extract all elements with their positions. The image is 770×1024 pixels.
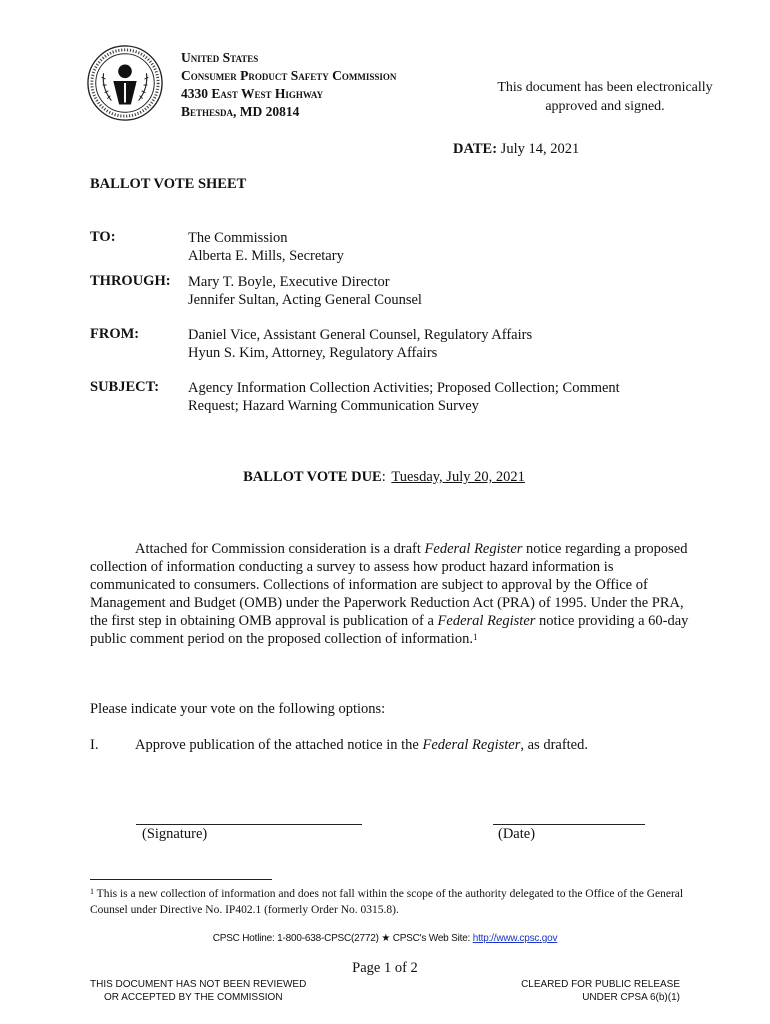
footnote-reference: 1 [472, 632, 478, 642]
footnote-text: This is a new collection of information and does not fall within the scope of the authority delegated to the Office of the General Counsel under Directive No. IP402.1 (formerly Order No. 0315.8). [90, 888, 684, 916]
option-number: I. [90, 737, 99, 753]
option-text-1: Approve publication of the attached notice in the [135, 737, 423, 753]
body-text-1: Attached for Commission consideration is a draft [135, 541, 425, 557]
body-paragraph [90, 540, 690, 648]
memo-date [453, 141, 579, 158]
ballot-due-value: Tuesday, July 20, 2021 [391, 469, 525, 485]
website-label: CPSC's Web Site: [390, 933, 473, 944]
star-icon: ★ [381, 933, 391, 944]
page-number: Page 1 of 2 [352, 960, 418, 976]
footnote-number: 1 [90, 887, 94, 896]
option-text-2: Federal Register [422, 737, 521, 753]
vote-instruction: Please indicate your vote on the following options: [90, 701, 386, 717]
from-line2: Hyun S. Kim, Attorney, Regulatory Affairs [188, 345, 438, 361]
cpsc-seal-logo [86, 44, 164, 122]
body-text-4: Federal Register [437, 613, 536, 629]
to-line2: Alberta E. Mills, Secretary [188, 248, 344, 264]
hotline-text: CPSC Hotline: 1-800-638-CPSC(2772) [212, 933, 382, 944]
subject-line1: Agency Information Collection Activities; Proposed Collection; Comment [188, 380, 620, 396]
esign-line2: approved and signed. [545, 99, 665, 114]
esign-line1: This document has been electronically [497, 80, 713, 95]
through-line2: Jennifer Sultan, Acting General Counsel [188, 292, 422, 308]
ballot-vote-due: BALLOT VOTE DUE: Tuesday, July 20, 2021 [243, 469, 525, 485]
agency-address-line1: 4330 East West Highway [181, 86, 324, 101]
agency-address-block [181, 49, 396, 121]
subject-label: SUBJECT: [90, 379, 160, 395]
body-text-2: Federal Register [424, 541, 523, 557]
ballot-due-label: BALLOT VOTE DUE [243, 469, 382, 485]
to-line1: The Commission [188, 230, 288, 246]
signature-line[interactable] [136, 824, 362, 825]
footnote-divider [90, 879, 272, 880]
date-value: July 14, 2021 [500, 141, 580, 157]
review-notice-line2: OR ACCEPTED BY THE COMMISSION [104, 992, 283, 1003]
to-label: TO: [90, 229, 116, 245]
review-notice [90, 978, 306, 1004]
website-link[interactable]: http://www.cpsc.gov [472, 933, 558, 944]
agency-name-line2: Consumer Product Safety Commission [181, 68, 397, 83]
body-text-3: notice regarding a proposed collection of information conducting a survey to assess how product hazard information is communicated to consumers. Collections of information are subject to approval by the Office of Management and Budget (OMB) under the Paperwork Reduction Act (PRA) of 1995. Under the PRA, the first step in obtaining OMB approval is publication of a [90, 541, 688, 629]
date-sign-label: (Date) [498, 826, 536, 842]
agency-address-line2: Bethesda, MD 20814 [181, 104, 300, 119]
body-text-5: notice providing a 60-day public comment period on the proposed collection of information. [90, 613, 689, 647]
document-title: BALLOT VOTE SHEET [90, 176, 247, 192]
subject-line2: Request; Hazard Warning Communication Survey [188, 398, 479, 414]
through-line1: Mary T. Boyle, Executive Director [188, 274, 390, 290]
from-line1: Daniel Vice, Assistant General Counsel, Regulatory Affairs [188, 327, 533, 343]
footnote [90, 886, 690, 918]
release-notice-line2: UNDER CPSA 6(b)(1) [582, 992, 680, 1003]
date-line[interactable] [493, 824, 645, 825]
release-notice [500, 978, 680, 1004]
esign-notice [470, 78, 740, 116]
release-notice-line1: CLEARED FOR PUBLIC RELEASE [521, 979, 680, 990]
hotline-footer [0, 933, 770, 944]
review-notice-line1: THIS DOCUMENT HAS NOT BEEN REVIEWED [90, 979, 307, 990]
from-label: FROM: [90, 326, 140, 342]
through-label: THROUGH: [90, 273, 171, 289]
date-label: DATE: [453, 141, 498, 157]
agency-name-line1: United States [181, 50, 259, 65]
option-text-3: , as drafted. [520, 737, 588, 753]
signature-label: (Signature) [142, 826, 208, 842]
